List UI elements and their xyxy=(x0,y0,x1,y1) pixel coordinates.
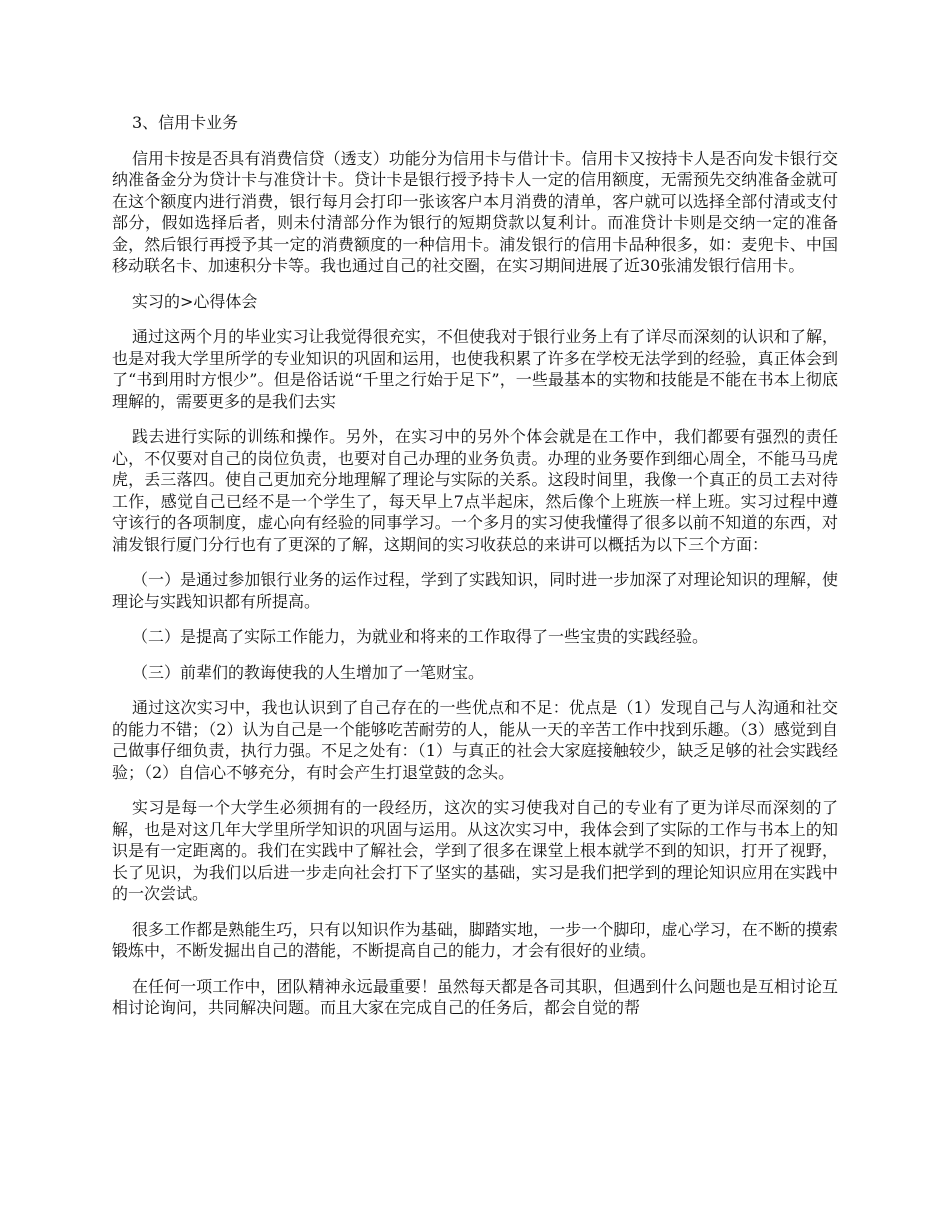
paragraph-gain-one: （一）是通过参加银行业务的运作过程，学到了实践知识，同时进一步加深了对理论知识的理解，使理论与实践知识都有所提高。 xyxy=(112,570,838,611)
section-heading-internship-reflections: 实习的>心得体会 xyxy=(132,291,258,311)
document-page xyxy=(112,112,838,1033)
paragraph-gain-three: （三）前辈们的教诲使我的人生增加了一笔财宝。 xyxy=(132,662,485,682)
paragraph-practice-makes-perfect: 很多工作都是熟能生巧，只有以知识作为基础，脚踏实地，一步一个脚印，虚心学习，在不断的摸索锻炼中，不断发掘出自己的潜能，不断提高自己的能力，才会有很好的业绩。 xyxy=(112,919,838,960)
paragraph-strengths-weaknesses: 通过这次实习中，我也认识到了自己存在的一些优点和不足：优点是（1）发现自己与人沟通和社交的能力不错；（2）认为自己是一个能够吃苦耐劳的人，能从一天的辛苦工作中找到乐趣。（3）感觉到自己做事仔细负责，执行力强。不足之处有：（1）与真正的社会大家庭接触较少，缺乏足够的社会实践经验；（2）自信心不够充分，有时会产生打退堂鼓的念头。 xyxy=(112,698,838,782)
paragraph-practice-training: 践去进行实际的训练和操作。另外，在实习中的另外个体会就是在工作中，我们都要有强烈的责任心，不仅要对自己的岗位负责，也要对自己办理的业务负责。办理的业务要作到细心周全，不能马马虎虎，丢三落四。使自己更加充分地理解了理论与实际的关系。这段时间里，我像一个真正的员工去对待工作，感觉自己已经不是一个学生了，每天早上7点半起床，然后像个上班族一样上班。实习过程中遵守该行的各项制度，虚心向有经验的同事学习。一个多月的实习使我懂得了很多以前不知道的东西，对浦发银行厦门分行也有了更深的了解，这期间的实习收获总的来讲可以概括为以下三个方面： xyxy=(112,427,838,554)
paragraph-teamwork: 在任何一项工作中，团队精神永远最重要！虽然每天都是各司其职，但遇到什么问题也是互相讨论互相讨论询问，共同解决问题。而且大家在完成自己的任务后，都会自觉的帮 xyxy=(112,976,838,1017)
section-heading-credit-card: 3、信用卡业务 xyxy=(132,113,239,132)
paragraph-internship-fulfilling: 通过这两个月的毕业实习让我觉得很充实，不但使我对于银行业务上有了详尽而深刻的认识和了解，也是对我大学里所学的专业知识的巩固和运用，也使我积累了许多在学校无法学到的经验，真正体会到了“书到用时方恨少”。但是俗话说“千里之行始于足下”，一些最基本的实物和技能是不能在书本上彻底理解的，需要更多的是我们去实 xyxy=(112,327,838,411)
paragraph-internship-experience: 实习是每一个大学生必须拥有的一段经历，这次的实习使我对自己的专业有了更为详尽而深刻的了解，也是对这几年大学里所学知识的巩固与运用。从这次实习中，我体会到了实际的工作与书本上的知识是有一定距离的。我们在实践中了解社会，学到了很多在课堂上根本就学不到的知识，打开了视野，长了见识，为我们以后进一步走向社会打下了坚实的基础，实习是我们把学到的理论知识应用在实践中的一次尝试。 xyxy=(112,798,838,903)
paragraph-gain-two: （二）是提高了实际工作能力，为就业和将来的工作取得了一些宝贵的实践经验。 xyxy=(132,627,709,646)
paragraph-credit-card-types: 信用卡按是否具有消费信贷（透支）功能分为信用卡与借计卡。信用卡又按持卡人是否向发卡银行交纳准备金分为贷计卡与准贷计卡。贷计卡是银行授予持卡人一定的信用额度，无需预先交纳准备金就可在这个额度内进行消费，银行每月会打印一张该客户本月消费的清单，客户就可以选择全部付清或支付部分，假如选择后者，则未付清部分作为银行的短期贷款以复利计。而准贷计卡则是交纳一定的准备金，然后银行再授予其一定的消费额度的一种信用卡。浦发银行的信用卡品种很多，如：麦兜卡、中国移动联名卡、加速积分卡等。我也通过自己的社交圈，在实习期间进展了近30张浦发银行信用卡。 xyxy=(112,148,838,275)
